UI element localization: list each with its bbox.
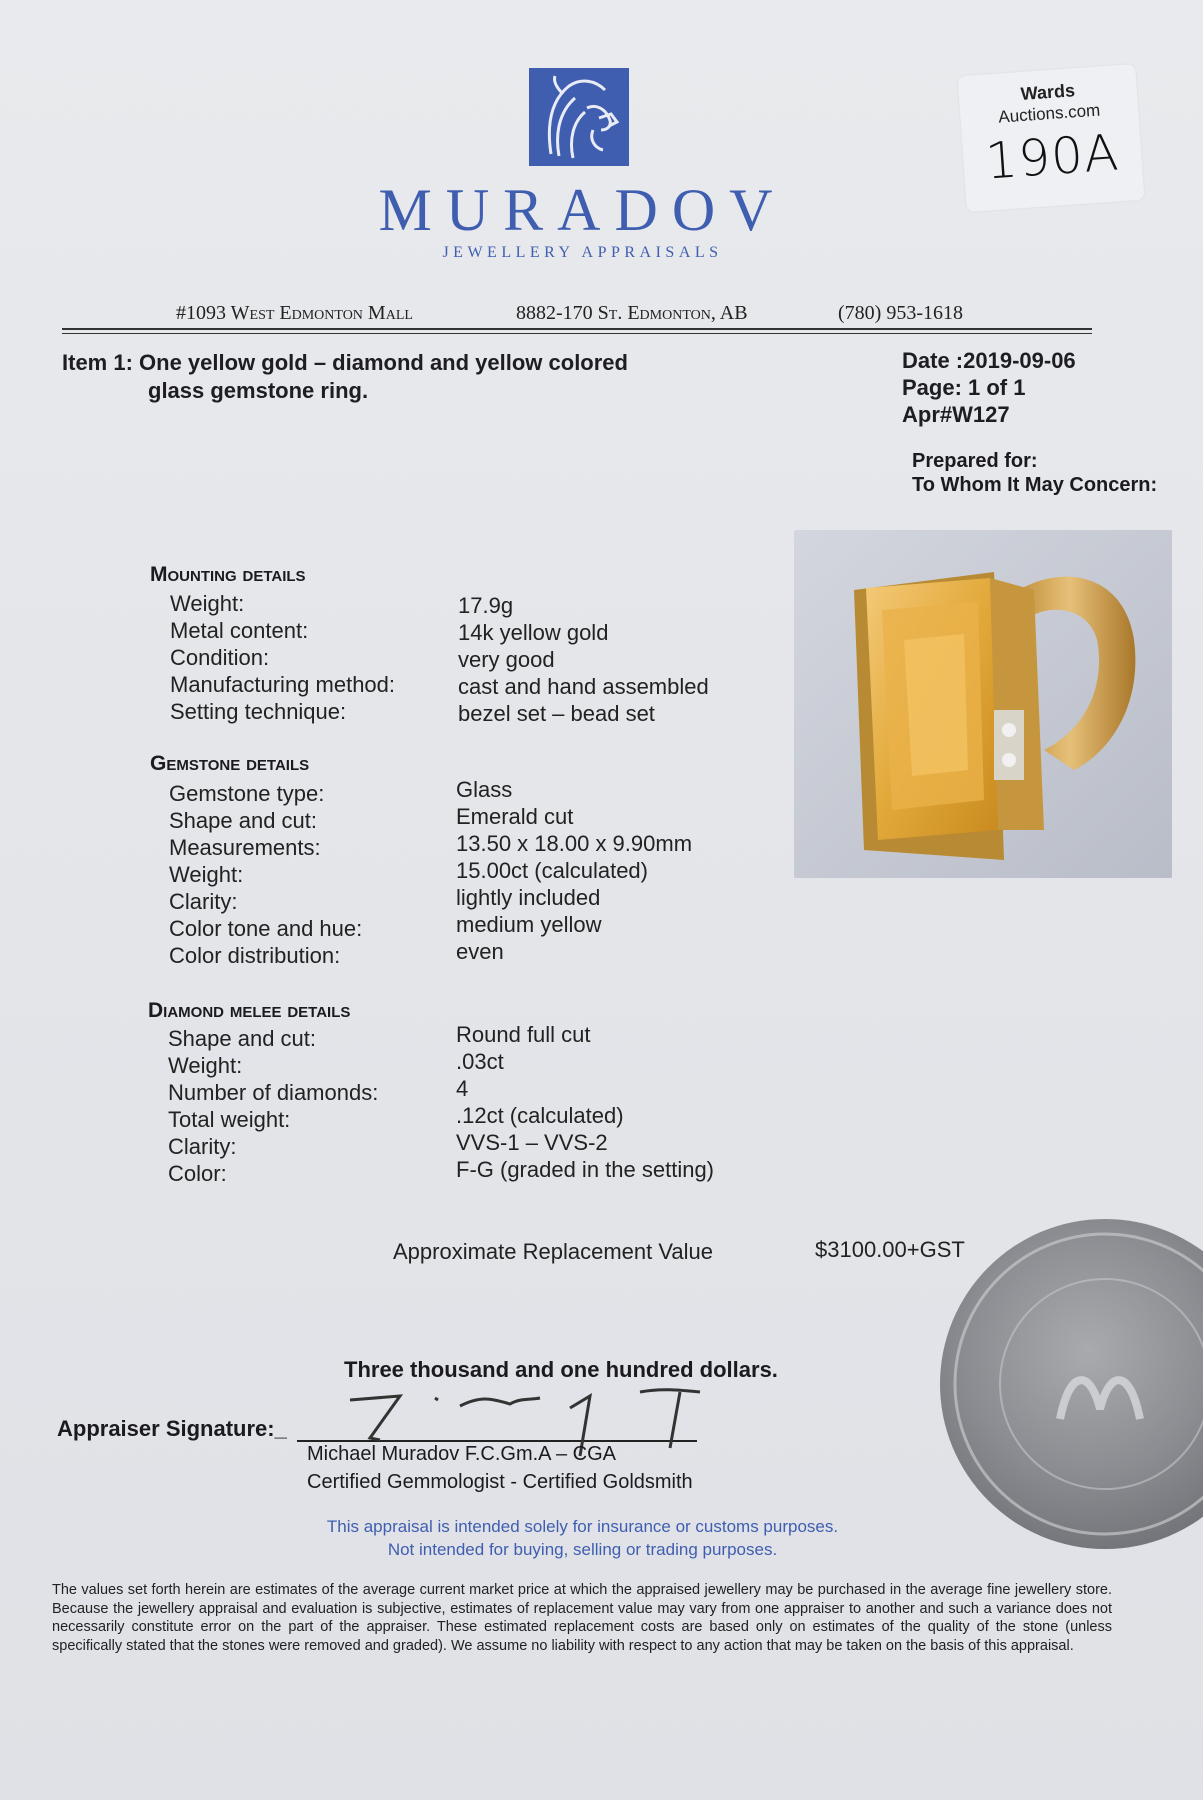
mounting-value-setting: bezel set – bead set <box>458 701 655 726</box>
diamond-label-shape: Shape and cut: <box>168 1026 317 1051</box>
sticker-brand: Wards <box>1019 80 1076 104</box>
signature-label: Appraiser Signature:_ <box>57 1416 287 1441</box>
auction-lot-sticker <box>957 64 1144 212</box>
lot-number: 190A <box>983 123 1121 191</box>
brand-name: MURADOV <box>378 177 787 243</box>
gemstone-label-shape: Shape and cut: <box>169 808 318 833</box>
mounting-value-condition: very good <box>458 647 555 672</box>
gemstone-value-weight: 15.00ct (calculated) <box>456 858 648 883</box>
gemstone-value-shape: Emerald cut <box>456 804 574 829</box>
diamond-label-weight: Weight: <box>168 1053 243 1078</box>
mounting-value-weight: 17.9g <box>458 593 514 618</box>
mounting-label-metal: Metal content: <box>170 618 309 643</box>
mounting-label-setting: Setting technique: <box>170 699 347 724</box>
gemstone-value-type: Glass <box>456 777 513 802</box>
header-rule-thin <box>62 333 1092 334</box>
page-number: Page: 1 of 1 <box>902 375 1026 400</box>
gemstone-label-clarity: Clarity: <box>169 889 238 914</box>
appraiser-credentials: Certified Gemmologist - Certified Goldsmith <box>307 1471 693 1493</box>
appraiser-name: Michael Muradov F.C.Gm.A – CGA <box>307 1443 616 1465</box>
diamond-value-shape: Round full cut <box>456 1022 591 1047</box>
mounting-section-title: Mounting details <box>150 563 306 586</box>
brand-subtitle: JEWELLERY APPRAISALS <box>442 244 723 261</box>
gemstone-value-measurements: 13.50 x 18.00 x 9.90mm <box>456 831 693 856</box>
gemstone-value-clarity: lightly included <box>456 885 601 910</box>
gemstone-label-type: Gemstone type: <box>169 781 325 806</box>
diamond-value-clarity: VVS-1 – VVS-2 <box>456 1130 608 1155</box>
gemstone-value-distribution: even <box>456 939 504 964</box>
item-title-line1: Item 1: One yellow gold – diamond and yellow colored <box>62 350 628 375</box>
gemstone-section-title: Gemstone details <box>150 752 310 775</box>
diamond-value-count: 4 <box>456 1076 469 1101</box>
diamond-value-total: .12ct (calculated) <box>456 1103 624 1128</box>
gemstone-label-measurements: Measurements: <box>169 835 321 860</box>
mounting-value-method: cast and hand assembled <box>458 674 709 699</box>
appraisal-number: Apr#W127 <box>902 402 1010 427</box>
mounting-label-method: Manufacturing method: <box>170 672 396 697</box>
replacement-value-label: Approximate Replacement Value <box>393 1239 713 1264</box>
phone-number: (780) 953-1618 <box>838 302 963 324</box>
prepared-for-recipient: To Whom It May Concern: <box>912 474 1158 496</box>
diamond-label-total: Total weight: <box>168 1107 291 1132</box>
prepared-for-label: Prepared for: <box>912 450 1038 472</box>
embossed-seal <box>940 1219 1203 1549</box>
diamond-label-clarity: Clarity: <box>168 1134 237 1159</box>
value-in-words: Three thousand and one hundred dollars. <box>344 1357 778 1382</box>
ring-photo <box>794 530 1172 878</box>
mounting-label-weight: Weight: <box>170 591 245 616</box>
sticker-site: Auctions.com <box>997 100 1101 127</box>
diamond-value-weight: .03ct <box>456 1049 504 1074</box>
gemstone-label-distribution: Color distribution: <box>169 943 341 968</box>
disclaimer-text: The values set forth herein are estimates of the average current market price at which the appraised jewellery may be purchased in the average fine jewellery store. Because the jewellery appraisal and evaluation is subjective, estimates of replacement value may vary from one appraiser to another and such a variance does not necessarily constitute error on the part of the appraiser. These estimated replacement costs are based only on estimates of the quality of the stone (unless specifically stated that the stones were removed and graded). We assume no liability with respect to any action that may be taken on the basis of this appraisal. <box>52 1582 1112 1654</box>
diamond-value-color: F-G (graded in the setting) <box>456 1157 715 1182</box>
diamond-label-color: Color: <box>168 1161 227 1186</box>
purpose-notice-line2: Not intended for buying, selling or trading purposes. <box>387 1540 778 1559</box>
mounting-label-condition: Condition: <box>170 645 270 670</box>
lion-logo <box>529 68 629 166</box>
address-street: 8882-170 St. Edmonton, AB <box>516 302 748 324</box>
gemstone-label-weight: Weight: <box>169 862 244 887</box>
replacement-value-amount: $3100.00+GST <box>815 1237 965 1262</box>
header-rule <box>62 328 1092 330</box>
item-title-line2: glass gemstone ring. <box>148 378 369 403</box>
diamond-label-count: Number of diamonds: <box>168 1080 379 1105</box>
appraisal-date: Date :2019-09-06 <box>902 348 1076 373</box>
gemstone-label-color-tone: Color tone and hue: <box>169 916 363 941</box>
address-mall: #1093 West Edmonton Mall <box>176 302 413 324</box>
diamond-section-title: Diamond melee details <box>148 999 351 1022</box>
gemstone-value-color-tone: medium yellow <box>456 912 602 937</box>
purpose-notice-line1: This appraisal is intended solely for insurance or customs purposes. <box>326 1517 839 1536</box>
mounting-value-metal: 14k yellow gold <box>458 620 609 645</box>
